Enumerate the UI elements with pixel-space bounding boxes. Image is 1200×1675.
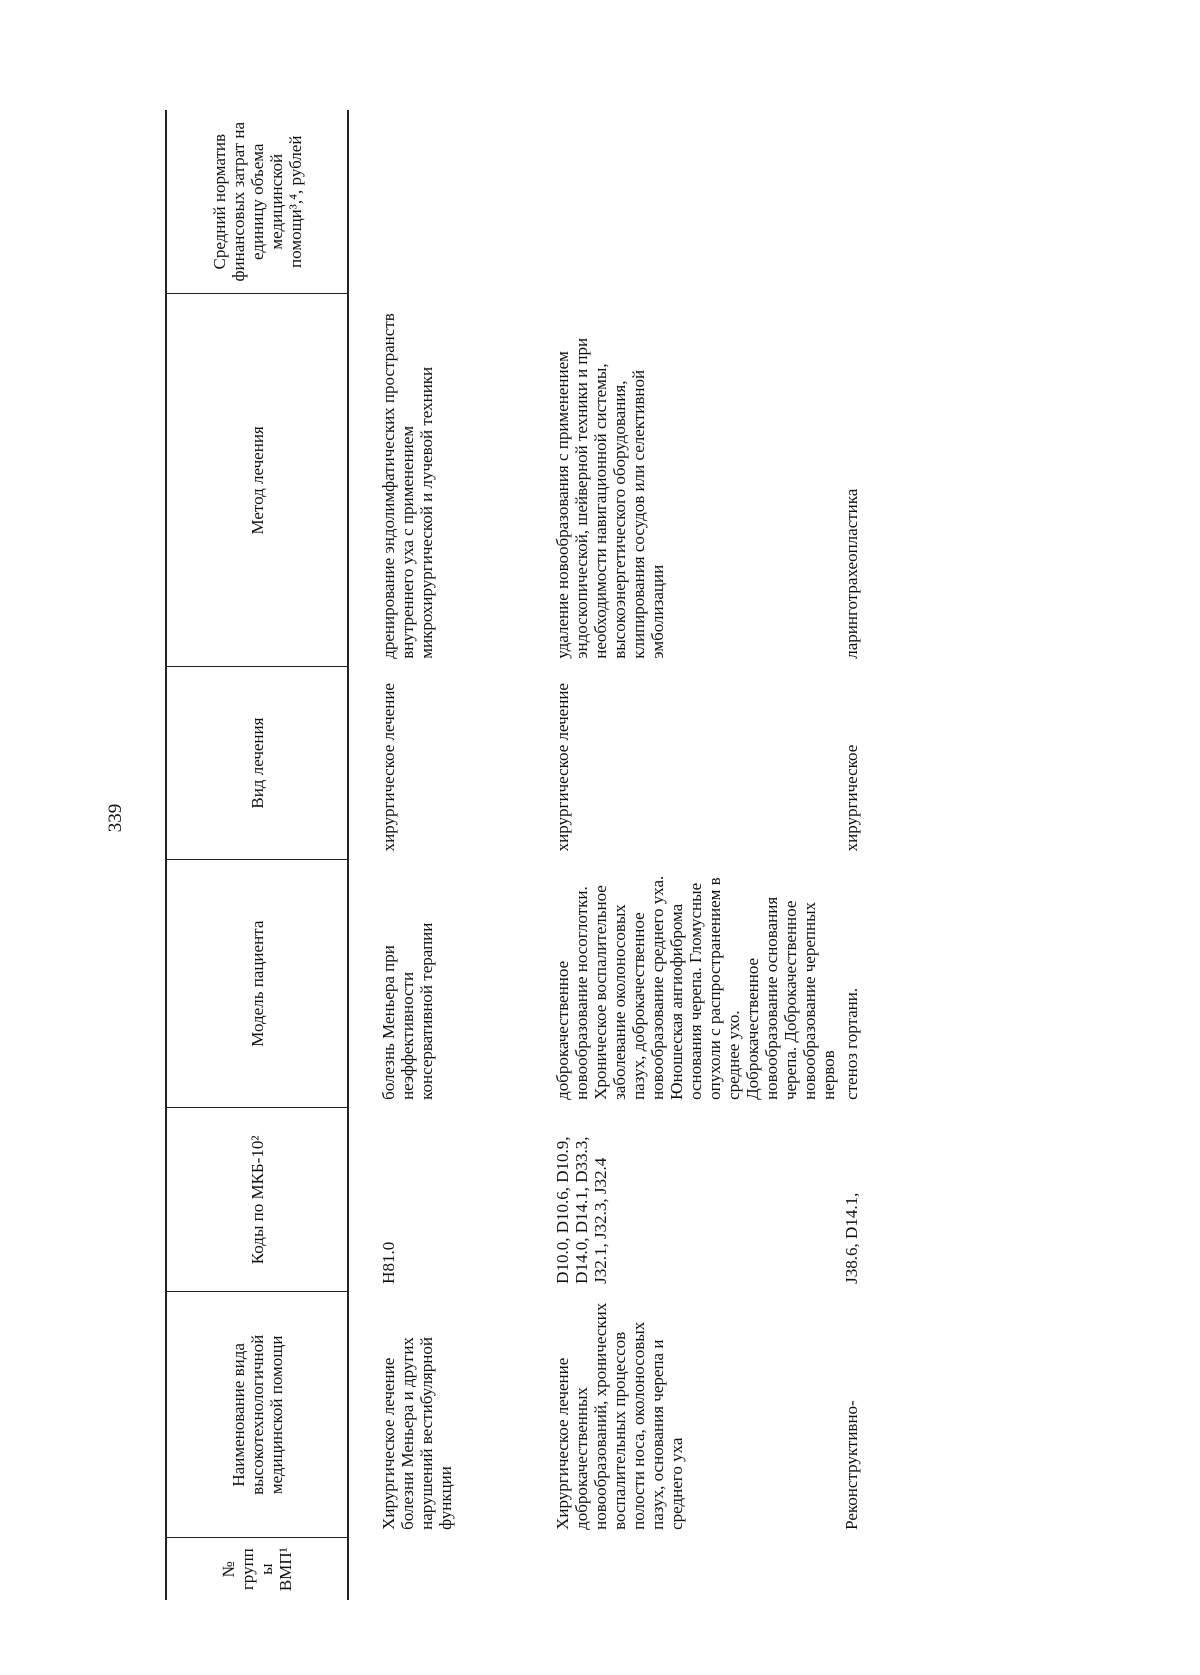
header-group-number: № групп ы ВМП¹ [166,1538,348,1600]
cell-method: ларинготрахеопластика [842,488,861,659]
table-header-row [166,110,348,1600]
cell-model: доброкачественное новообразование носоглотки. Хроническое воспалительное заболевание околоносовых пазух, доброкачественное новообразование среднего уха. Юношеская ангиофиброма основания черепа. Гломусные опухоли с распространением в среднее ухо. Доброкачественное новообразование основания черепа. Доброкачественное новообразование черепных нервов [553,875,838,1100]
header-cost-norm: Средний норматив финансовых затрат на единицу объема медицинской помощи³,⁴, рублей [166,110,348,294]
cell-method: дренирование эндолимфатических пространств внутреннего уха с применением микрохирургической и лучевой техники [379,313,436,659]
table-row [348,110,551,1600]
cell-method: удаление новообразования с применением эндоскопической, шейверной техники и при необходимости навигационной системы, высокоэнергетического оборудования, клипирования сосудов или селективной эмболизации [553,337,667,659]
page-number: 339 [105,803,126,833]
cell-codes: D10.0, D10.6, D10.9, D14.0, D14.1, D33.3, J32.1, J32.3, J32.4 [553,1136,610,1284]
rotated-table-container [165,110,861,1600]
cell-name: Реконструктивно- [842,1400,861,1530]
cell-cost [551,110,840,294]
cell-model: стеноз гортани. [842,987,861,1100]
header-treatment-type: Вид лечения [166,667,348,860]
cell-cost [840,110,884,294]
header-icd-codes: Коды по МКБ-10² [166,1108,348,1292]
table-row [840,110,884,1600]
cell-name: Хирургическое лечение болезни Меньера и других нарушений вестибулярной функции [379,1337,455,1530]
header-vmp-name: Наименование вида высокотехнологичной медицинской помощи [166,1292,348,1538]
cell-type: хирургическое лечение [553,683,572,852]
cell-type: хирургическое [842,744,861,852]
cell-cost [348,110,551,294]
cell-group [551,1538,840,1600]
cell-name: Хирургическое лечение доброкачественных новообразований, хронических воспалительных процессов полости носа, околоносовых пазух, основания черепа и среднего уха [553,1302,686,1530]
table-row [551,110,840,1600]
cell-type: хирургическое лечение [379,683,398,852]
header-patient-model: Модель пациента [166,859,348,1108]
cell-group [348,1538,551,1600]
cell-codes: H81.0 [379,1241,398,1284]
cell-group [840,1538,884,1600]
cell-model: болезнь Меньера при неэффективности консервативной терапии [379,922,436,1100]
cell-codes: J38.6, D14.1, [842,1192,861,1284]
header-treatment-method: Метод лечения [166,294,348,667]
vmp-table [165,110,884,1600]
